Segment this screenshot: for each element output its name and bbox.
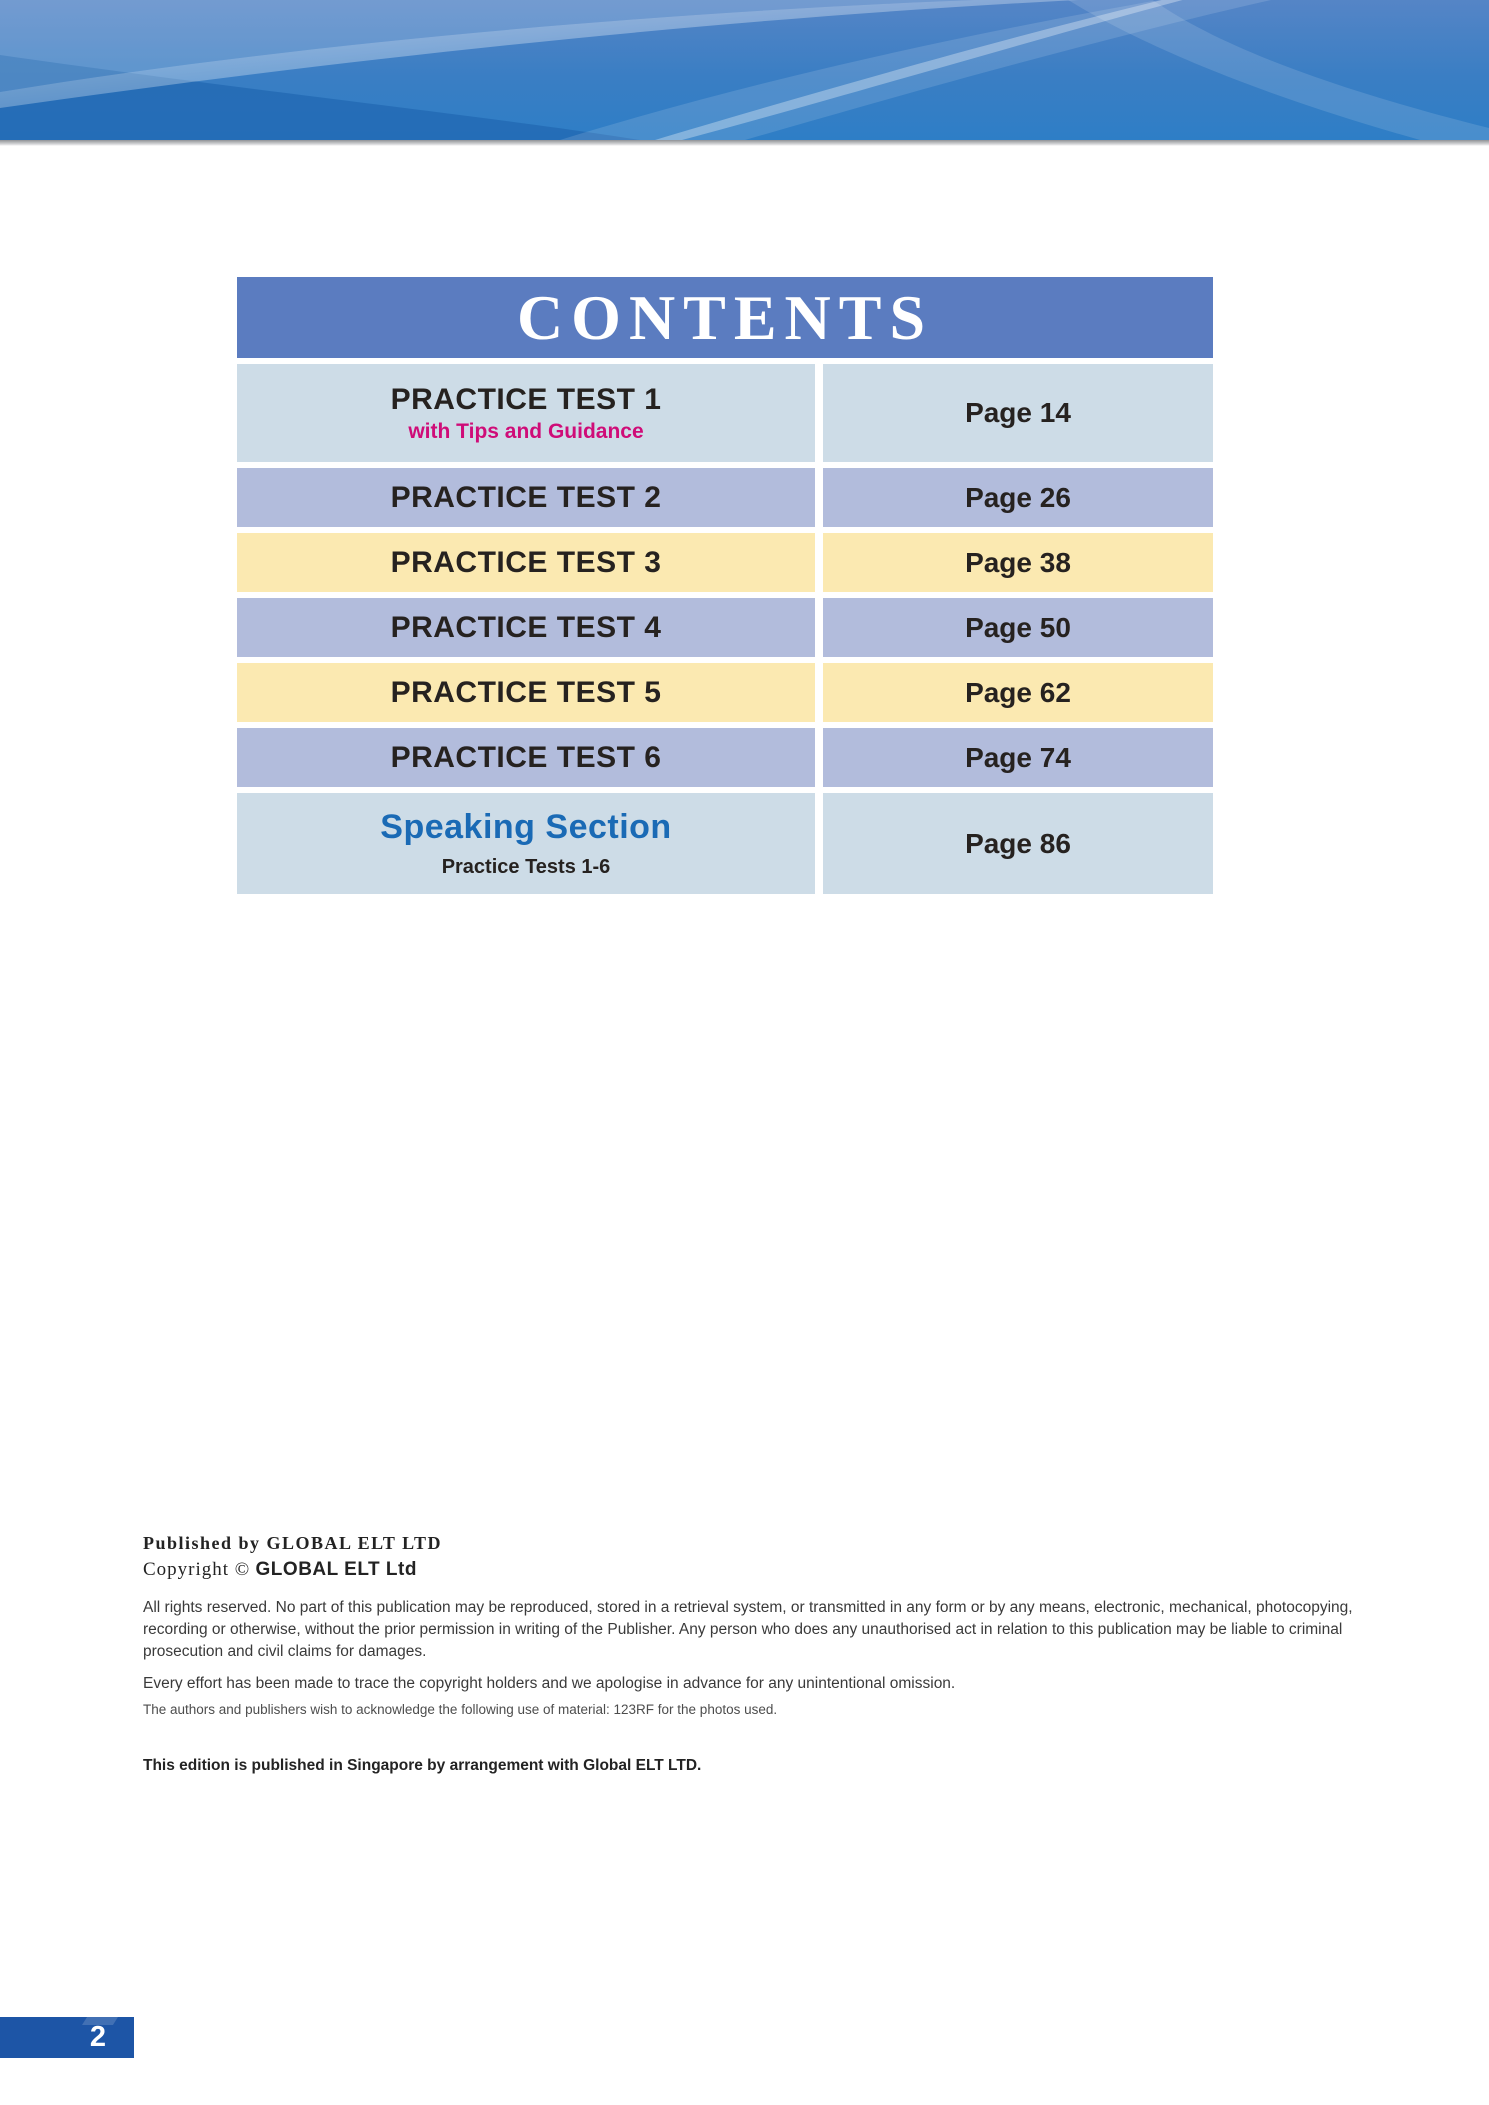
contents-row-label: PRACTICE TEST 3 [390,545,662,579]
contents-row-page-cell [823,364,1213,462]
page-number: 2 [89,2021,106,2053]
contents-header [237,277,1213,358]
contents-row-page: Page 50 [965,611,1071,643]
contents-row [237,728,1213,787]
edition-line: This edition is published in Singapore by arrangement with Global ELT LTD. [143,1757,702,1774]
contents-row-page: Page 62 [965,676,1071,708]
contents-row-label: PRACTICE TEST 6 [390,740,662,774]
banner-bottom-edge [0,140,1489,146]
copyright-holder: GLOBAL ELT Ltd [255,1559,417,1580]
copyright-line [143,1559,1383,1581]
contents-row [237,364,1213,462]
published-by-line: Published by GLOBAL ELT LTD [143,1533,442,1553]
contents-row-title-cell [237,793,815,894]
contents-row-title-cell [237,533,815,592]
contents-row-page-cell [823,728,1213,787]
contents-row [237,663,1213,722]
contents-row-label: PRACTICE TEST 2 [390,480,662,514]
copyright-prefix: Copyright © [143,1559,251,1580]
contents-row-page-cell [823,793,1213,894]
contents-row-title-cell [237,598,815,657]
publisher-info-block [143,1533,1383,1775]
copyright-effort-line: Every effort has been made to trace the copyright holders and we apologise in advance for any unintentional omission. [143,1675,956,1692]
contents-row-label: PRACTICE TEST 4 [390,610,662,644]
contents-row-page-cell [823,468,1213,527]
contents-row [237,598,1213,657]
contents-row-page: Page 38 [965,546,1071,578]
contents-row-page-cell [823,533,1213,592]
contents-row-page-cell [823,598,1213,657]
contents-row-page: Page 74 [965,741,1071,773]
contents-row-title-cell [237,663,815,722]
contents-row-title-cell [237,728,815,787]
contents-table [237,277,1213,894]
contents-row [237,793,1213,894]
contents-row-label: PRACTICE TEST 5 [390,675,662,709]
contents-row [237,533,1213,592]
contents-row-page: Page 14 [965,397,1071,428]
contents-row-page: Page 86 [965,827,1071,859]
contents-row [237,468,1213,527]
page-number-box [0,2017,134,2058]
contents-row-title-cell [237,468,815,527]
contents-title: CONTENTS [516,281,934,353]
contents-row-label: PRACTICE TEST 1 [390,382,662,416]
acknowledgement-line: The authors and publishers wish to acknowledge the following use of material: 123RF for the photos used. [143,1702,778,1717]
contents-row-page-cell [823,663,1213,722]
header-banner-graphic [0,0,1489,140]
contents-row-title-cell [237,364,815,462]
contents-row-sublabel: Practice Tests 1-6 [441,856,611,878]
contents-row-page: Page 26 [965,481,1071,513]
contents-rows [237,364,1213,894]
rights-paragraph: All rights reserved. No part of this publication may be reproduced, stored in a retrieval system, or transmitted in any form or by any means, electronic, mechanical, photocopying, recording or otherwise, without the prior permission in writing of the Publisher. Any person who does any unauthorised act in relation to this publication may be liable to criminal prosecution and civil claims for damages. [143,1599,1353,1660]
contents-row-label: Speaking Section [380,808,672,846]
contents-row-sublabel: with Tips and Guidance [408,419,644,443]
